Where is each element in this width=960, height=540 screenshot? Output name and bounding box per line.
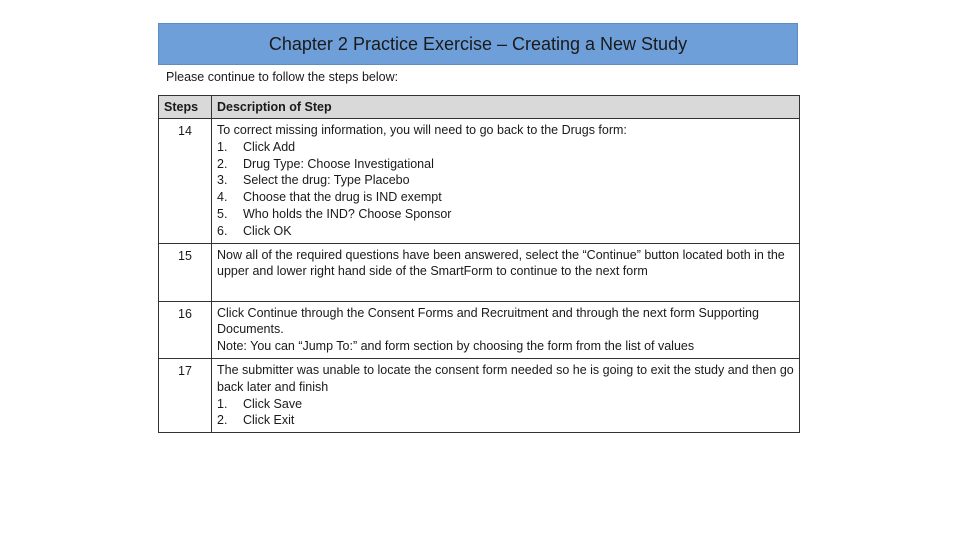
list-item-text: Choose that the drug is IND exempt (243, 190, 442, 205)
step-description (212, 119, 800, 244)
list-item (217, 412, 795, 429)
list-item-text: Select the drug: Type Placebo (243, 173, 410, 188)
list-item-number: 2. (217, 413, 228, 428)
list-item (217, 206, 795, 223)
page-title: Chapter 2 Practice Exercise – Creating a New Study (268, 33, 688, 54)
list-item-text: Click Add (243, 139, 296, 154)
list-item-number: 1. (217, 139, 228, 154)
table-row (159, 119, 800, 244)
table-row (159, 243, 800, 301)
table-row (159, 301, 800, 358)
table-header-row (159, 96, 800, 119)
step-description (212, 358, 800, 432)
description-line: Click Continue through the Consent Forms and Recruitment and through the next form Supporting Documents. (217, 305, 759, 337)
header-steps: Steps (159, 96, 212, 119)
step-number: 16 (159, 301, 212, 358)
list-item (217, 223, 795, 240)
list-item-text: Click Save (243, 396, 303, 411)
list-item-number: 4. (217, 190, 228, 205)
list-item-number: 1. (217, 396, 228, 411)
list-item-number: 6. (217, 223, 228, 238)
description-line: Now all of the required questions have been answered, select the “Continue” button located both in the upper and lower right hand side of the SmartForm to continue to the next form (217, 247, 785, 279)
list-item-text: Who holds the IND? Choose Sponsor (243, 206, 452, 221)
list-item-number: 5. (217, 206, 228, 221)
list-item-text: Click Exit (243, 413, 295, 428)
step-description (212, 243, 800, 301)
description-note: Note: You can “Jump To:” and form section by choosing the form from the list of values (217, 339, 695, 354)
steps-table (158, 95, 800, 433)
list-item (217, 156, 795, 173)
list-item (217, 139, 795, 156)
intro-text: Please continue to follow the steps below: (166, 70, 399, 84)
list-item (217, 172, 795, 189)
list-item-number: 3. (217, 173, 228, 188)
list-item-number: 2. (217, 156, 228, 171)
step-number: 17 (159, 358, 212, 432)
header-description: Description of Step (212, 96, 800, 119)
step-description (212, 301, 800, 358)
list-item (217, 396, 795, 413)
description-line: To correct missing information, you will need to go back to the Drugs form: (217, 123, 627, 137)
list-item-text: Drug Type: Choose Investigational (243, 156, 434, 171)
step-number: 15 (159, 243, 212, 301)
description-line: The submitter was unable to locate the consent form needed so he is going to exit the study and then go back later and finish (217, 362, 794, 394)
list-item-text: Click OK (243, 223, 292, 238)
table-row (159, 358, 800, 432)
list-item (217, 189, 795, 206)
page-title-banner (158, 23, 798, 65)
step-number: 14 (159, 119, 212, 244)
